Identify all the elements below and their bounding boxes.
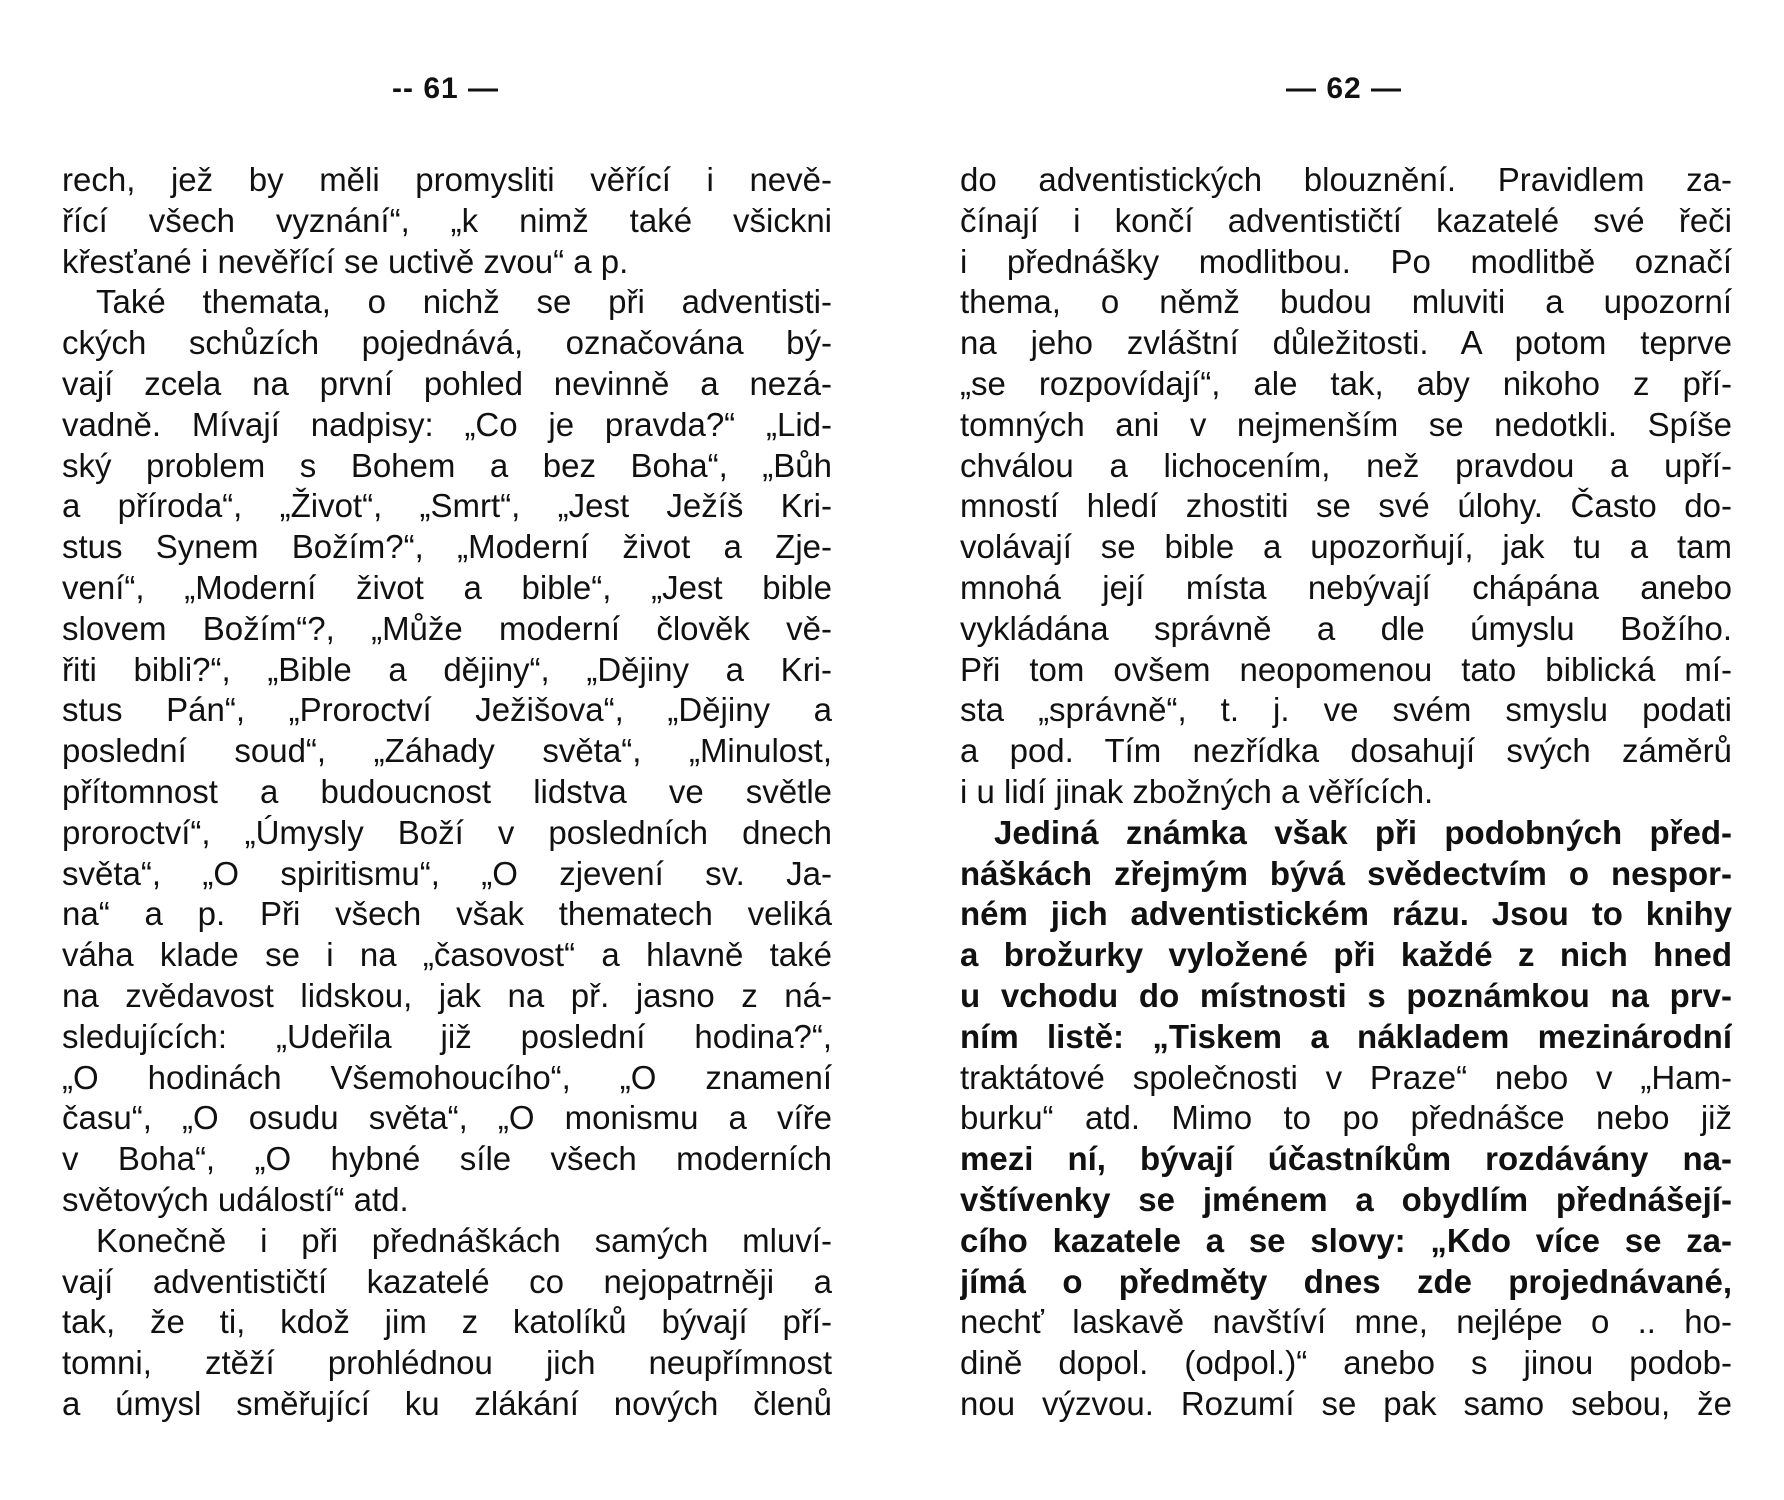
text-line: v Boha“, „O hybné síle všech moderních: [62, 1140, 832, 1178]
text-line: stus Synem Božím?“, „Moderní život a Zje-: [62, 528, 832, 566]
text-line: sta „správně“, t. j. ve svém smyslu podati: [960, 691, 1732, 729]
text-line: nou výzvou. Rozumí se pak samo sebou, že: [960, 1384, 1732, 1422]
text-line: ský problem s Bohem a bez Boha“, „Bůh: [62, 446, 832, 484]
text-line: ném jich adventistickém rázu. Jsou to knihy: [960, 895, 1732, 933]
text-line: i přednášky modlitbou. Po modlitbě označí: [960, 242, 1732, 280]
text-line: na zvědavost lidskou, jak na př. jasno z ná-: [62, 976, 832, 1014]
text-line: na“ a p. Při všech však thematech veliká: [62, 895, 832, 933]
text-line: dině dopol. (odpol.)“ anebo s jinou podob-: [960, 1344, 1732, 1382]
text-line: vají zcela na první pohled nevinně a nezá-: [62, 364, 832, 402]
text-line: Jediná známka však při podobných před-: [994, 813, 1732, 851]
text-line: „O hodinách Všemohoucího“, „O znamení: [62, 1058, 832, 1096]
text-line: řiti bibli?“, „Bible a dějiny“, „Dějiny a Kri-: [62, 650, 832, 688]
text-line: Konečně i při přednáškách samých mluví-: [96, 1221, 832, 1259]
text-line: Také themata, o nichž se při adventisti-: [96, 283, 832, 321]
text-line: mnohá její místa nebývají chápána anebo: [960, 568, 1732, 606]
text-line: čínají i končí adventističtí kazatelé své řeči: [960, 201, 1732, 239]
text-line: u vchodu do místnosti s poznámkou na prv-: [960, 976, 1732, 1014]
text-line: času“, „O osudu světa“, „O monismu a víře: [62, 1099, 832, 1137]
page-number: — 62 —: [1286, 72, 1403, 105]
text-line: ckých schůzích pojednává, označována bý-: [62, 324, 832, 362]
text-line: i u lidí jinak zbožných a věřících.: [960, 772, 1434, 810]
text-line: a brožurky vyložené při každé z nich hned: [960, 936, 1732, 974]
text-line: mezi ní, bývají účastníkům rozdávány na-: [960, 1140, 1732, 1178]
text-line: řící všech vyznání“, „k nimž také všickni: [62, 201, 832, 239]
text-line: tak, že ti, kdož jim z katolíků bývají pří-: [62, 1303, 832, 1341]
text-line: mností hledí zhostiti se své úlohy. Často do-: [960, 487, 1732, 525]
text-line: nechť laskavě navštíví mne, nejlépe o .. ho-: [960, 1303, 1732, 1341]
text-line: vykládána správně a dle úmyslu Božího.: [960, 609, 1732, 647]
text-block: [960, 160, 1732, 1425]
text-block: [62, 160, 832, 1425]
text-line: jímá o předměty dnes zde projednávané,: [960, 1262, 1732, 1300]
page-number: -- 61 —: [392, 72, 500, 105]
text-line: traktátové společnosti v Praze“ nebo v „Ham-: [960, 1058, 1732, 1096]
text-line: a příroda“, „Život“, „Smrt“, „Jest Ježíš Kri-: [62, 487, 832, 525]
text-line: vení“, „Moderní život a bible“, „Jest bible: [62, 568, 832, 606]
text-line: náškách zřejmým bývá svědectvím o nespor-: [960, 854, 1732, 892]
text-line: ním listě: „Tiskem a nákladem mezinárodní: [960, 1017, 1732, 1055]
text-line: burku“ atd. Mimo to po přednášce nebo již: [960, 1099, 1732, 1137]
text-line: volávají se bible a upozorňují, jak tu a tam: [960, 528, 1732, 566]
page-right: [892, 0, 1784, 1500]
text-line: na jeho zvláštní důležitosti. A potom teprve: [960, 324, 1732, 362]
text-line: poslední soud“, „Záhady světa“, „Minulost,: [62, 732, 832, 770]
text-line: tomných ani v nejmenším se nedotkli. Spíše: [960, 405, 1732, 443]
text-line: stus Pán“, „Proroctví Ježišova“, „Dějiny a: [62, 691, 832, 729]
text-line: sledujících: „Udeřila již poslední hodina?“,: [62, 1017, 832, 1055]
text-line: a úmysl směřující ku zlákání nových členů: [62, 1384, 832, 1422]
text-line: proroctví“, „Úmysly Boží v posledních dnech: [62, 813, 832, 851]
text-line: váha klade se i na „časovost“ a hlavně také: [62, 936, 832, 974]
text-line: chválou a lichocením, než pravdou a upří-: [960, 446, 1732, 484]
text-line: slovem Božím“?, „Může moderní člověk vě-: [62, 609, 832, 647]
text-line: a pod. Tím nezřídka dosahují svých záměrů: [960, 732, 1732, 770]
text-line: přítomnost a budoucnost lidstva ve světle: [62, 772, 832, 810]
text-line: vadně. Mívají nadpisy: „Co je pravda?“ „Lid-: [62, 405, 832, 443]
text-line: vají adventističtí kazatelé co nejopatrněji a: [62, 1262, 832, 1300]
text-line: do adventistických blouznění. Pravidlem za-: [960, 161, 1732, 198]
text-line: „se rozpovídají“, ale tak, aby nikoho z pří-: [960, 364, 1732, 402]
text-line: křesťané i nevěřící se uctivě zvou“ a p.: [62, 242, 629, 280]
text-line: vštívenky se jménem a obydlím přednášejí-: [960, 1180, 1732, 1218]
text-line: světových událostí“ atd.: [62, 1180, 409, 1218]
text-line: tomni, ztěží prohlédnou jich neupřímnost: [62, 1344, 832, 1382]
text-line: rech, jež by měli promysliti věřící i nevě-: [62, 161, 832, 198]
text-line: cího kazatele a se slovy: „Kdo více se za-: [960, 1221, 1732, 1259]
text-line: thema, o němž budou mluviti a upozorní: [960, 283, 1732, 321]
text-line: světa“, „O spiritismu“, „O zjevení sv. Ja-: [62, 854, 832, 892]
text-line: Při tom ovšem neopomenou tato biblická mí-: [960, 650, 1732, 688]
